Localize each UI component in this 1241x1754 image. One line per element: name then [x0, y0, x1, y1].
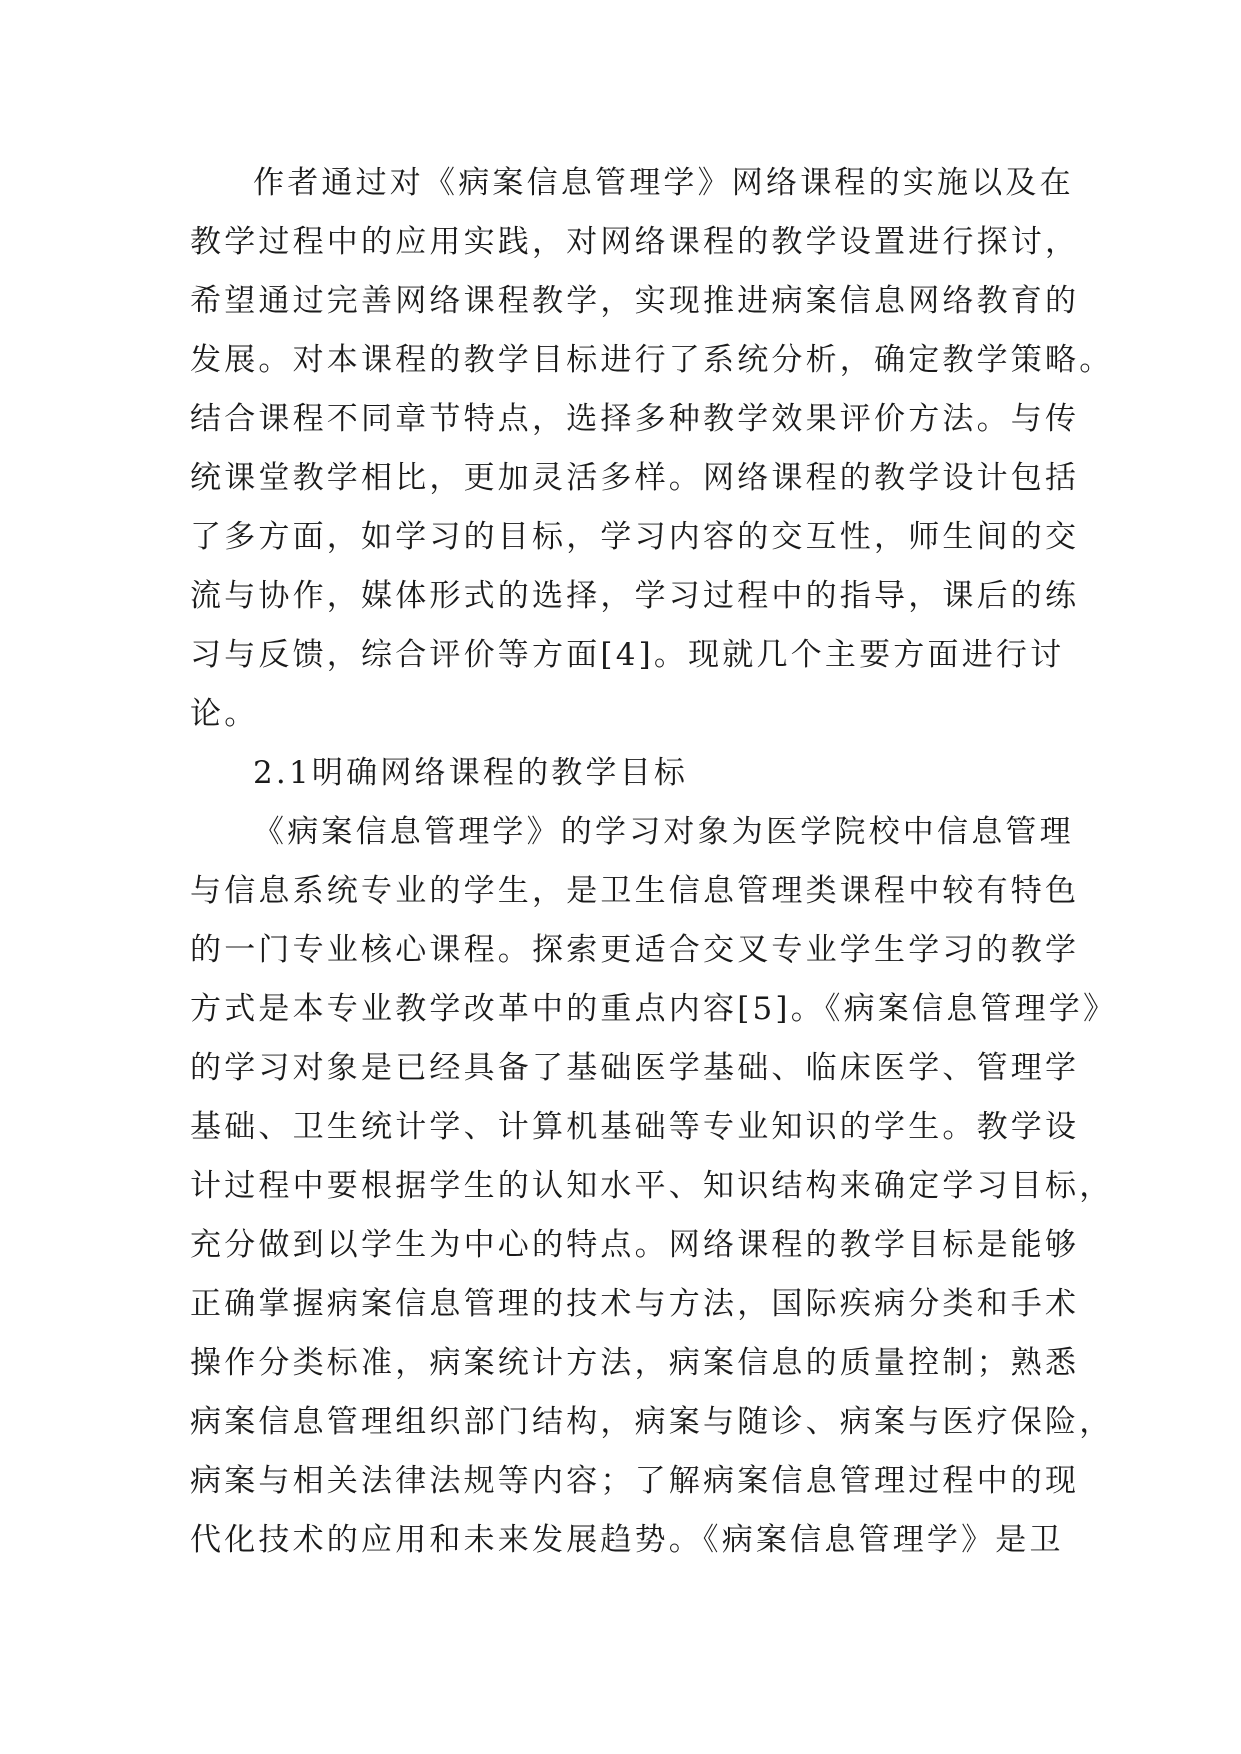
paragraph-line: 了多方面，如学习的目标，学习内容的交互性，师生间的交 [190, 519, 1080, 555]
paragraph-line: 计过程中要根据学生的认知水平、知识结构来确定学习目标， [190, 1168, 1114, 1204]
paragraph-line: 与信息系统专业的学生，是卫生信息管理类课程中较有特色 [190, 873, 1080, 909]
paragraph-line: 《病案信息管理学》的学习对象为医学院校中信息管理 [253, 814, 1074, 850]
paragraph-line: 结合课程不同章节特点，选择多种教学效果评价方法。与传 [190, 401, 1080, 437]
paragraph-line: 统课堂教学相比，更加灵活多样。网络课程的教学设计包括 [190, 460, 1080, 496]
paragraph-line: 论。 [190, 696, 259, 732]
paragraph-line: 习与反馈，综合评价等方面[4]。现就几个主要方面进行讨 [190, 637, 1065, 673]
paragraph-line: 发展。对本课程的教学目标进行了系统分析，确定教学策略。 [190, 342, 1114, 378]
paragraph-line: 操作分类标准，病案统计方法，病案信息的质量控制；熟悉 [190, 1345, 1080, 1381]
paragraph-line: 方式是本专业教学改革中的重点内容[5]。《病案信息管理学》 [190, 991, 1118, 1027]
paragraph-line: 作者通过对《病案信息管理学》网络课程的实施以及在 [253, 165, 1074, 201]
paragraph-line: 代化技术的应用和未来发展趋势。《病案信息管理学》是卫 [190, 1522, 1064, 1558]
paragraph-line: 的一门专业核心课程。探索更适合交叉专业学生学习的教学 [190, 932, 1080, 968]
paragraph-line: 病案信息管理组织部门结构，病案与随诊、病案与医疗保险， [190, 1404, 1114, 1440]
paragraph-line: 流与协作，媒体形式的选择，学习过程中的指导，课后的练 [190, 578, 1080, 614]
paragraph-line: 病案与相关法律法规等内容；了解病案信息管理过程中的现 [190, 1463, 1080, 1499]
section-heading: 2.1明确网络课程的教学目标 [253, 755, 689, 791]
paragraph-line: 的学习对象是已经具备了基础医学基础、临床医学、管理学 [190, 1050, 1080, 1086]
paragraph-line: 正确掌握病案信息管理的技术与方法，国际疾病分类和手术 [190, 1286, 1080, 1322]
paragraph-line: 教学过程中的应用实践，对网络课程的教学设置进行探讨， [190, 224, 1080, 260]
paragraph-line: 希望通过完善网络课程教学，实现推进病案信息网络教育的 [190, 283, 1080, 319]
paragraph-line: 基础、卫生统计学、计算机基础等专业知识的学生。教学设 [190, 1109, 1080, 1145]
paragraph-line: 充分做到以学生为中心的特点。网络课程的教学目标是能够 [190, 1227, 1080, 1263]
